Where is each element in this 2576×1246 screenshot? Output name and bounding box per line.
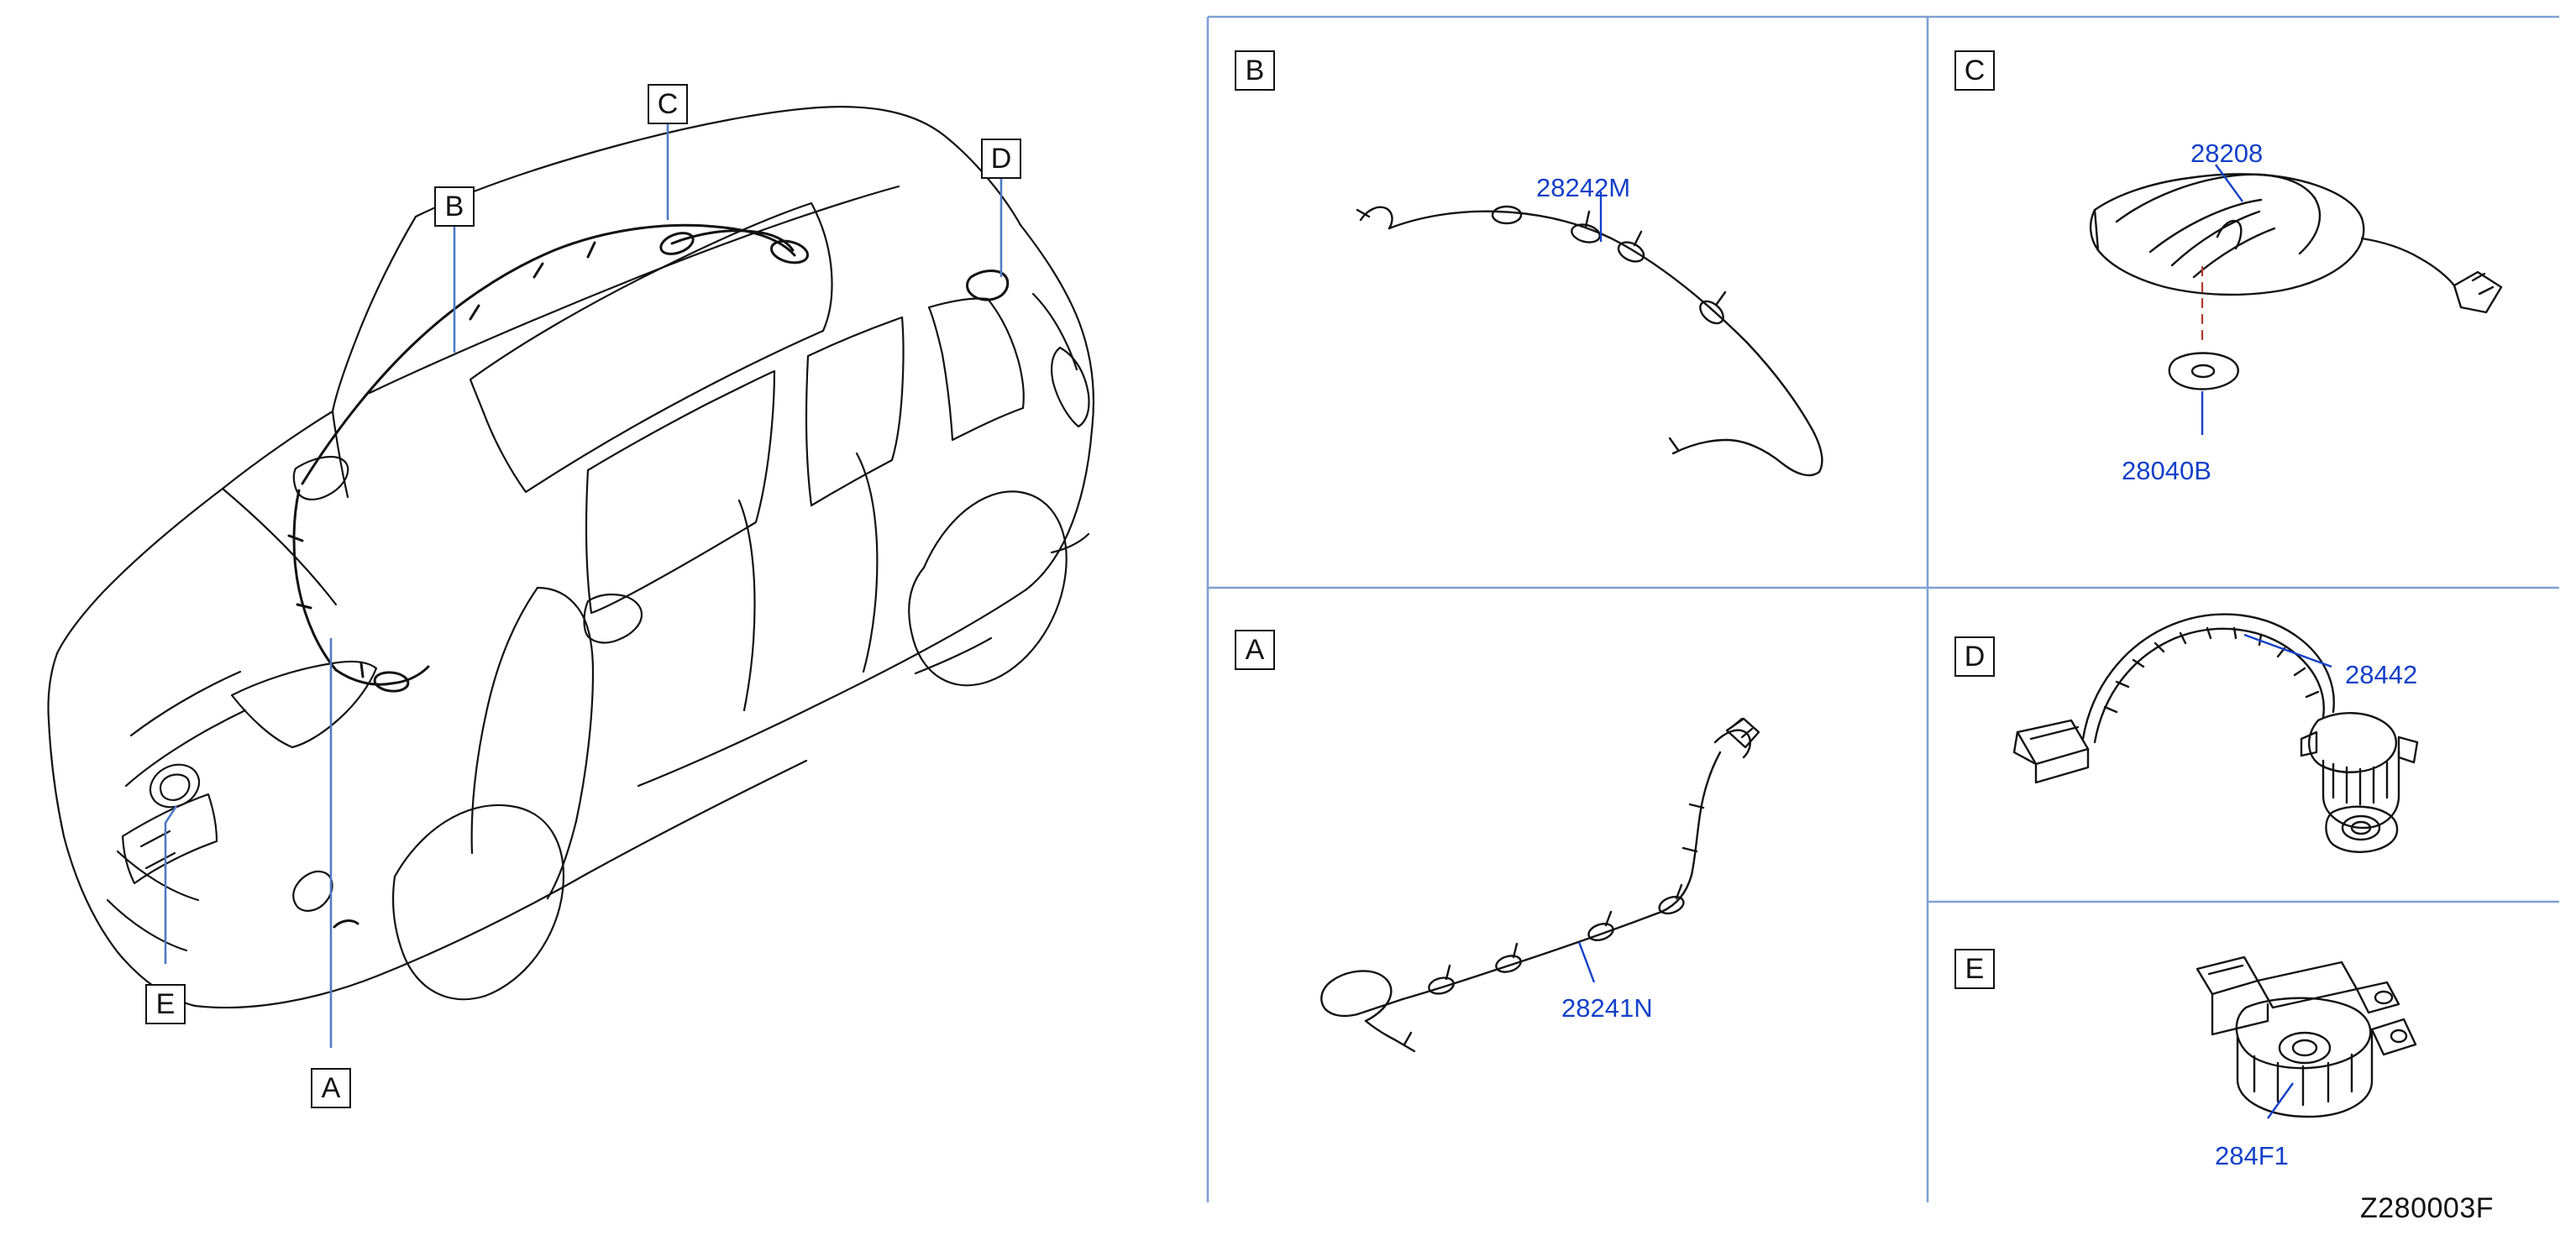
panel-label-d-text: D — [1964, 641, 1986, 673]
vehicle-callout-c[interactable] — [648, 84, 688, 124]
panel-label-a-text: A — [1245, 634, 1265, 666]
part-b-roof-antenna-feeder — [1357, 207, 1822, 475]
vehicle-callout-d-label: D — [990, 143, 1012, 175]
vehicle-callout-d[interactable] — [981, 139, 1021, 179]
panel-dividers — [1208, 17, 2559, 1202]
part-number-284f1[interactable]: 284F1 — [2215, 1141, 2289, 1170]
panel-label-b[interactable] — [1235, 50, 1275, 91]
panel-label-c-text: C — [1964, 55, 1986, 86]
part-d-camera-harness — [2014, 615, 2417, 852]
sheet-code: Z280003F — [2360, 1192, 2494, 1224]
part-number-28040b[interactable]: 28040B — [2122, 456, 2211, 485]
vehicle-callout-c-label: C — [657, 88, 679, 120]
vehicle-callout-b-label: B — [444, 191, 464, 222]
panel-label-e-text: E — [1965, 953, 1985, 985]
vehicle-harness-routing — [289, 225, 1008, 927]
panel-label-d[interactable] — [1954, 636, 1995, 677]
vehicle-body-outline — [48, 107, 1093, 1008]
part-number-28241n[interactable]: 28241N — [1561, 993, 1653, 1023]
part-number-28442[interactable]: 28442 — [2345, 660, 2418, 689]
part-number-28208[interactable]: 28208 — [2190, 139, 2264, 168]
part-a-body-harness — [1321, 719, 1759, 1051]
panel-label-e[interactable] — [1954, 949, 1995, 989]
vehicle-callout-e[interactable] — [145, 984, 186, 1024]
part-e-rear-view-camera — [2197, 957, 2416, 1117]
vehicle-callout-b[interactable] — [434, 186, 475, 227]
vehicle-callout-a-label: A — [321, 1072, 341, 1104]
vehicle-callout-e-label: E — [155, 988, 176, 1020]
panel-label-a[interactable] — [1235, 630, 1275, 670]
panel-label-c[interactable] — [1954, 50, 1995, 91]
part-number-28242m[interactable]: 28242M — [1536, 173, 1631, 202]
panel-label-b-text: B — [1245, 55, 1265, 86]
part-c-roof-antenna-assembly — [2091, 174, 2501, 389]
vehicle-callout-a[interactable] — [311, 1068, 351, 1108]
